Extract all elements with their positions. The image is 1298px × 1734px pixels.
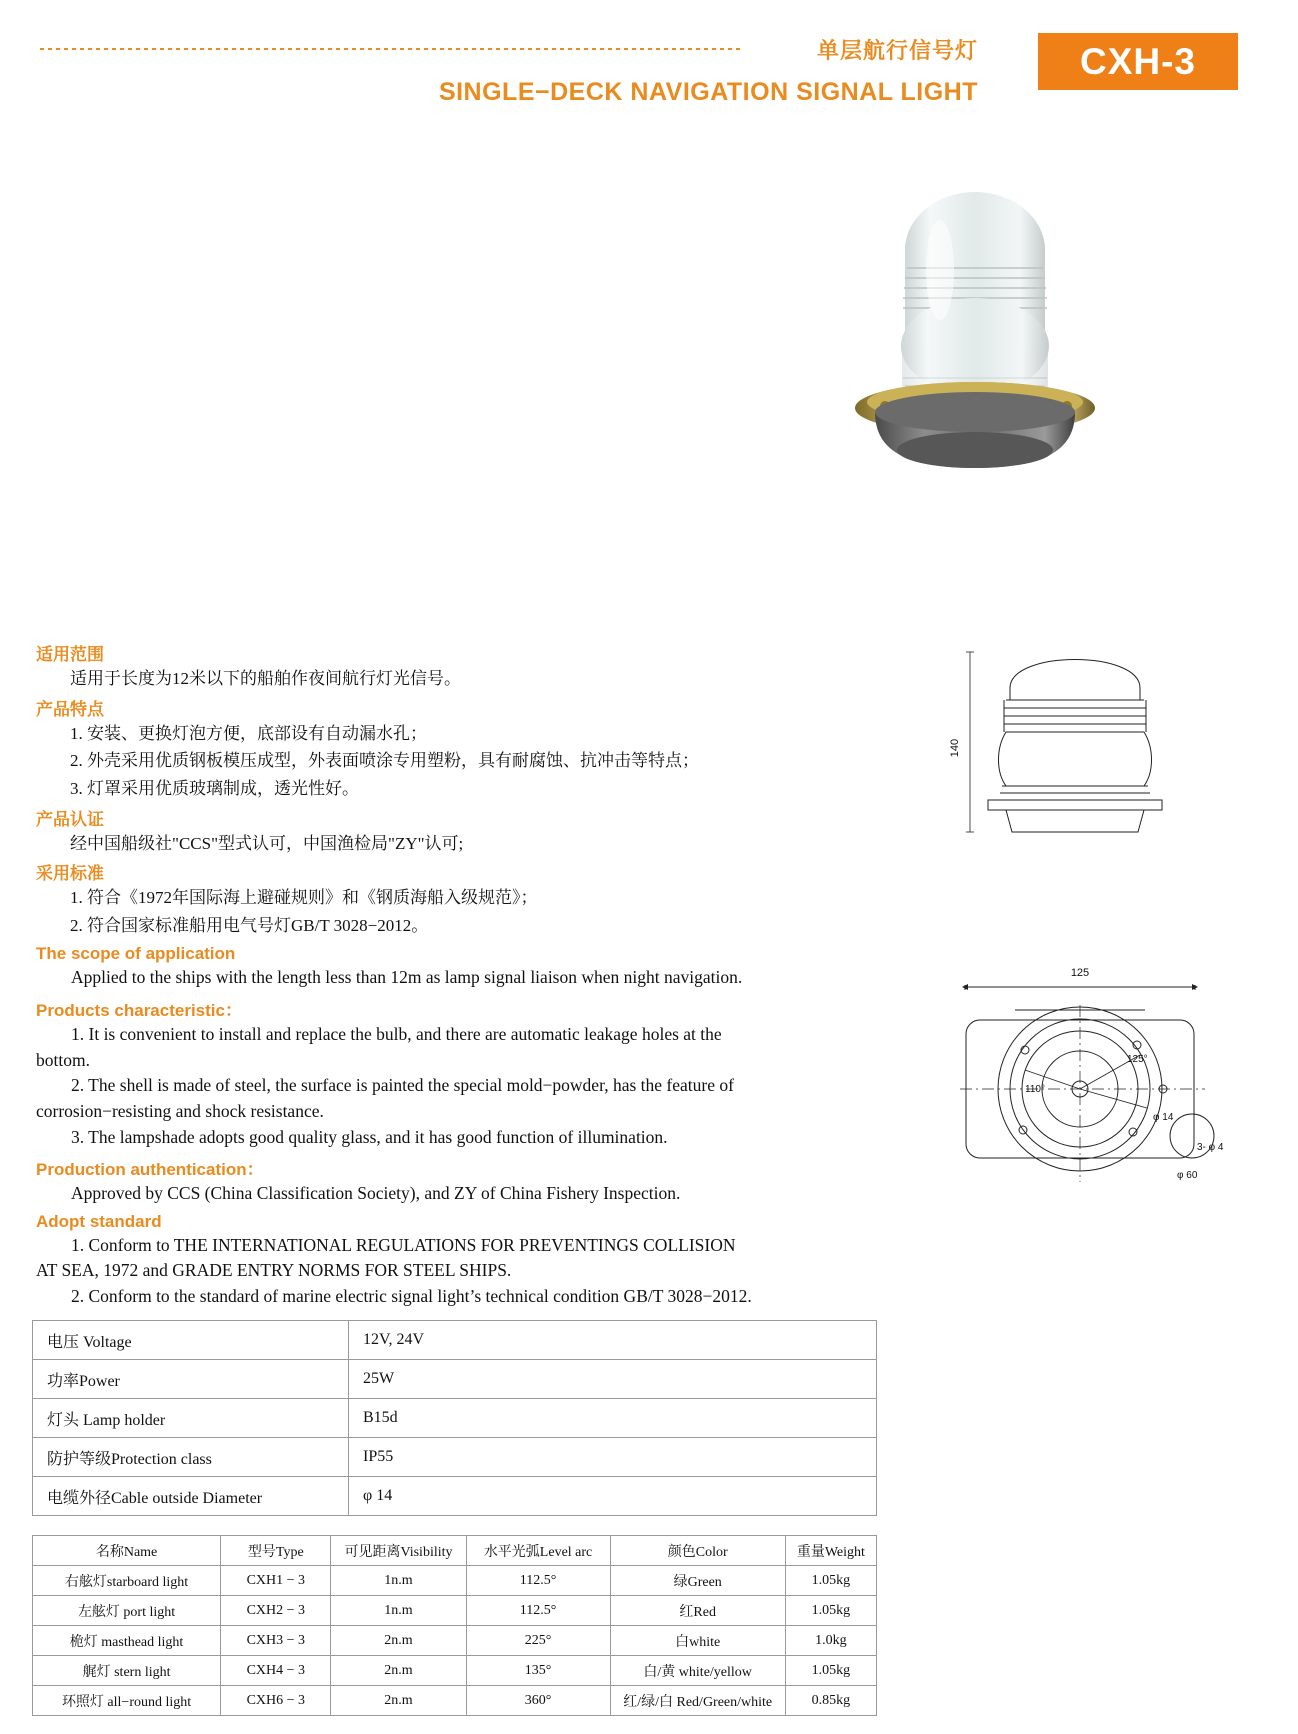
- spec-value: 12V, 24V: [349, 1321, 877, 1360]
- cell-visibility: 1n.m: [331, 1596, 466, 1626]
- cell-level-arc: 112.5°: [466, 1596, 610, 1626]
- spec-value: IP55: [349, 1438, 877, 1477]
- dim-circle-dia: φ 60: [1177, 1170, 1198, 1181]
- cell-name: 艉灯 stern light: [33, 1656, 221, 1686]
- table-row: [33, 1686, 877, 1716]
- cell-name: 左舷灯 port light: [33, 1596, 221, 1626]
- spec-table: [32, 1320, 877, 1516]
- dim-width-label: 125: [1070, 967, 1090, 979]
- cell-type: CXH6 − 3: [221, 1686, 331, 1716]
- spec-key: 电压 Voltage: [33, 1321, 349, 1360]
- header-title-en: SINGLE−DECK NAVIGATION SIGNAL LIGHT: [438, 78, 978, 106]
- drawing-bottom-view-svg: [905, 950, 1255, 1240]
- drawing-bottom-view: [905, 950, 1255, 1240]
- cell-level-arc: 112.5°: [466, 1566, 610, 1596]
- text-standard-en-2: 2. Conform to the standard of marine electric signal light’s technical condition GB/T 3028−2012.: [71, 1286, 752, 1307]
- col-visibility: 可见距离Visibility: [331, 1536, 466, 1566]
- cell-name: 环照灯 all−round light: [33, 1686, 221, 1716]
- product-photo: [845, 150, 1165, 490]
- col-name: 名称Name: [33, 1536, 221, 1566]
- cell-level-arc: 135°: [466, 1656, 610, 1686]
- header-dotted-rule: [40, 48, 740, 50]
- table-row: [33, 1596, 877, 1626]
- table-row: [33, 1477, 877, 1516]
- spec-key: 灯头 Lamp holder: [33, 1399, 349, 1438]
- text-standard-en-1b: AT SEA, 1972 and GRADE ENTRY NORMS FOR STEEL SHIPS.: [36, 1260, 512, 1281]
- dim-hole-dia: φ 14: [1153, 1112, 1174, 1123]
- heading-cert-en: Production authentication：: [36, 1160, 264, 1180]
- text-feature-en-3: 3. The lampshade adopts good quality glass, and it has good function of illumination.: [71, 1126, 668, 1147]
- dim-holes-note: 3- φ 4: [1197, 1142, 1224, 1153]
- spec-key: 电缆外径Cable outside Diameter: [33, 1477, 349, 1516]
- cell-color: 白/黄 white/yellow: [610, 1656, 785, 1686]
- text-standard-cn-2: 2. 符合国家标准船用电气号灯GB/T 3028−2012。: [70, 915, 429, 935]
- table-row: [33, 1656, 877, 1686]
- product-photo-svg: [845, 150, 1165, 490]
- cell-name: 桅灯 masthead light: [33, 1626, 221, 1656]
- text-standard-cn-1: 1. 符合《1972年国际海上避碰规则》和《钢质海船入级规范》；: [70, 888, 538, 908]
- cell-type: CXH4 − 3: [221, 1656, 331, 1686]
- table-row: [33, 1626, 877, 1656]
- cell-level-arc: 360°: [466, 1686, 610, 1716]
- table-row: [33, 1321, 877, 1360]
- table-header-row: [33, 1536, 877, 1566]
- dim-height-label: 140: [949, 738, 961, 758]
- heading-scope-cn: 适用范围: [36, 645, 104, 664]
- cell-color: 红Red: [610, 1596, 785, 1626]
- text-feature-cn-2: 2. 外壳采用优质钢板模压成型，外表面喷涂专用塑粉，具有耐腐蚀、抗冲击等特点；: [70, 751, 699, 771]
- cell-weight: 0.85kg: [785, 1686, 876, 1716]
- table-row: [33, 1566, 877, 1596]
- col-type: 型号Type: [221, 1536, 331, 1566]
- cell-type: CXH2 − 3: [221, 1596, 331, 1626]
- table-row: [33, 1360, 877, 1399]
- cell-weight: 1.05kg: [785, 1596, 876, 1626]
- spec-value: φ 14: [349, 1477, 877, 1516]
- heading-scope-en: The scope of application: [36, 944, 236, 964]
- heading-standard-cn: 采用标准: [36, 864, 104, 884]
- text-scope-cn: 适用于长度为12米以下的船舶作夜间航行灯光信号。: [70, 669, 461, 688]
- model-table-head: [33, 1536, 877, 1566]
- cell-visibility: 1n.m: [331, 1566, 466, 1596]
- model-table-body: [33, 1566, 877, 1716]
- cell-weight: 1.05kg: [785, 1566, 876, 1596]
- heading-features-cn: 产品特点: [36, 699, 104, 719]
- header-title-cn: 单层航行信号灯: [816, 38, 978, 63]
- cell-level-arc: 225°: [466, 1626, 610, 1656]
- dim-angle-110: 110°: [1025, 1084, 1045, 1095]
- dim-angle-125: 125°: [1127, 1054, 1148, 1065]
- spec-key: 防护等级Protection class: [33, 1438, 349, 1477]
- drawing-side-view: [940, 640, 1240, 840]
- cell-visibility: 2n.m: [331, 1626, 466, 1656]
- text-standard-en-1a: 1. Conform to THE INTERNATIONAL REGULATIONS FOR PREVENTINGS COLLISION: [71, 1234, 736, 1255]
- model-table: [32, 1535, 877, 1716]
- table-row: [33, 1399, 877, 1438]
- text-feature-en-2a: 2. The shell is made of steel, the surface is painted the special mold−powder, has the feature of: [71, 1075, 734, 1096]
- col-level-arc: 水平光弧Level arc: [466, 1536, 610, 1566]
- description-column: [36, 640, 881, 1311]
- col-color: 颜色Color: [610, 1536, 785, 1566]
- spec-value: B15d: [349, 1399, 877, 1438]
- text-feature-cn-3: 3. 灯罩采用优质玻璃制成，透光性好。: [70, 778, 359, 798]
- heading-cert-cn: 产品认证: [36, 809, 104, 829]
- spec-value: 25W: [349, 1360, 877, 1399]
- col-weight: 重量Weight: [785, 1536, 876, 1566]
- model-badge: [1038, 33, 1238, 90]
- text-feature-en-1a: 1. It is convenient to install and replace the bulb, and there are automatic leakage holes at the: [71, 1024, 722, 1045]
- cell-visibility: 2n.m: [331, 1656, 466, 1686]
- cell-color: 白white: [610, 1626, 785, 1656]
- page-header: [0, 0, 1298, 120]
- cell-type: CXH3 − 3: [221, 1626, 331, 1656]
- cell-weight: 1.05kg: [785, 1656, 876, 1686]
- text-scope-en: Applied to the ships with the length less than 12m as lamp signal liaison when night navigation.: [71, 967, 743, 988]
- heading-standard-en: Adopt standard: [36, 1211, 162, 1231]
- text-cert-en: Approved by CCS (China Classification Society), and ZY of China Fishery Inspection.: [71, 1183, 681, 1204]
- text-feature-cn-1: 1. 安装、更换灯泡方便，底部设有自动漏水孔；: [70, 723, 427, 743]
- spec-key: 功率Power: [33, 1360, 349, 1399]
- cell-color: 红/绿/白 Red/Green/white: [610, 1686, 785, 1716]
- heading-features-en: Products characteristic：: [36, 1001, 242, 1021]
- cell-type: CXH1 − 3: [221, 1566, 331, 1596]
- table-row: [33, 1438, 877, 1477]
- cell-color: 绿Green: [610, 1566, 785, 1596]
- cell-name: 右舷灯starboard light: [33, 1566, 221, 1596]
- cell-visibility: 2n.m: [331, 1686, 466, 1716]
- text-feature-en-1b: bottom.: [36, 1049, 90, 1070]
- spec-table-body: [33, 1321, 877, 1516]
- model-badge-label: CXH-3: [1079, 41, 1197, 82]
- text-feature-en-2b: corrosion−resisting and shock resistance.: [36, 1100, 324, 1121]
- text-cert-cn: 经中国船级社"CCS"型式认可，中国渔检局"ZY"认可;: [70, 833, 464, 853]
- drawing-side-view-svg: [940, 640, 1240, 840]
- cell-weight: 1.0kg: [785, 1626, 876, 1656]
